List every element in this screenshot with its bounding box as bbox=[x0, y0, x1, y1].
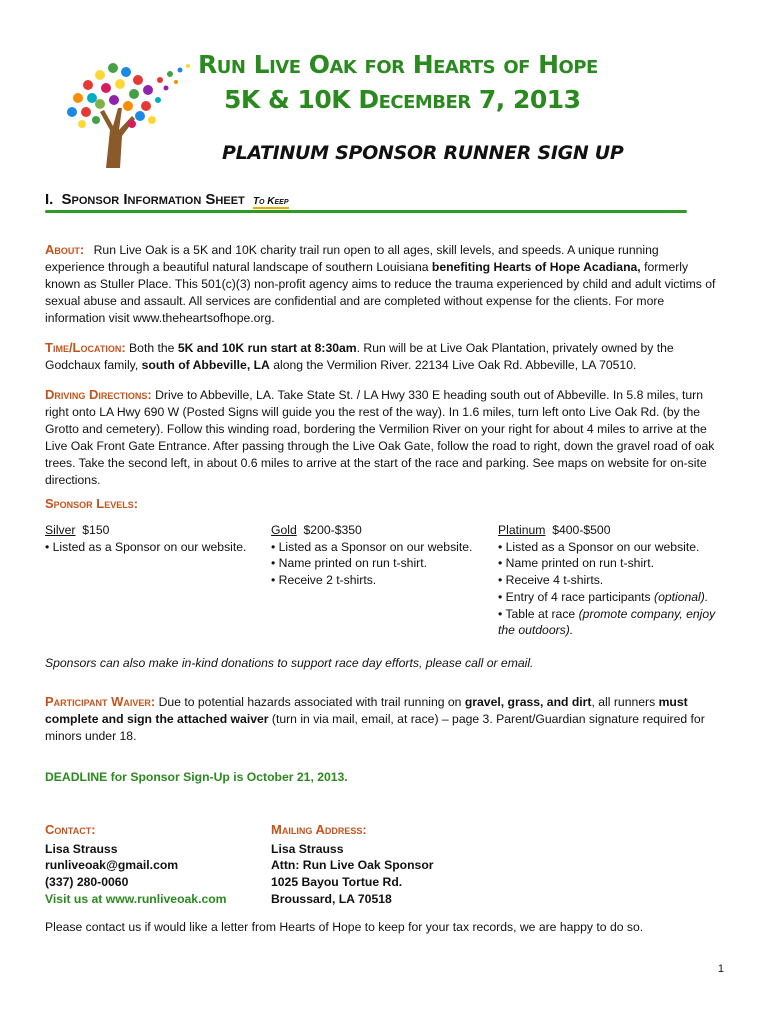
section-title: Sponsor Information Sheet bbox=[61, 191, 245, 208]
time-text-3: along the Vermilion River. 22134 Live Oak Rd. Abbeville, LA 70510. bbox=[269, 358, 637, 372]
waiver-terrain: gravel, grass, and dirt bbox=[464, 695, 592, 709]
platinum-benefit: • Name printed on run t-shirt. bbox=[498, 556, 654, 571]
start-time: 5K and 10K run start at 8:30am bbox=[177, 341, 357, 355]
gold-benefit: • Name printed on run t-shirt. bbox=[271, 556, 427, 571]
platinum-name: Platinum bbox=[498, 523, 546, 537]
hearts-tree-logo bbox=[48, 50, 198, 170]
waiver-label: Participant Waiver: bbox=[45, 694, 156, 709]
driving-text: Drive to Abbeville, LA. Take State St. / LA Hwy 330 E heading south out of Abbeville. In 5.8 miles, turn right onto LA Hwy 690 W (Posted Signs will guide you the rest of the way). In 1.6 miles, turn left onto Live Oak Rd. (by the Grotto and cemetery). Follow this winding road, bordering the Vermilion River on your right for about 4 miles to arrive at the Live Oak Front Gate Entrance. After passing through the Live Oak Gate, follow the road to right, down the gravel road of oak trees. Take the second left, in about 0.6 miles to arrive at the start of the race and parking. See maps on website for on-site directions. bbox=[45, 388, 715, 487]
platinum-benefit: • Entry of 4 race participants (optional). bbox=[498, 589, 709, 604]
time-location-paragraph bbox=[45, 339, 720, 374]
silver-price: $150 bbox=[82, 523, 110, 537]
to-keep-note: To Keep bbox=[252, 196, 289, 207]
waiver-text: Due to potential hazards associated with trail running on bbox=[155, 695, 465, 709]
contact-phone: (337) 280-0060 bbox=[45, 875, 129, 890]
mailing-address-label: Mailing Address: bbox=[271, 822, 367, 837]
waiver-requirement: must complete and sign the attached waiver bbox=[45, 695, 688, 726]
mailing-address-block bbox=[271, 822, 531, 908]
location-bold: south of Abbeville, LA bbox=[141, 358, 270, 372]
mailing-city: Broussard, LA 70518 bbox=[271, 891, 392, 906]
driving-directions-paragraph bbox=[45, 386, 720, 489]
silver-level bbox=[45, 522, 265, 555]
time-location-label: Time/Location: bbox=[45, 340, 126, 355]
in-kind-note: Sponsors can also make in-kind donations to support race day efforts, please call or email. bbox=[45, 656, 534, 670]
about-text: Run Live Oak is a 5K and 10K charity trail run open to all ages, skill levels, and speeds. A unique running experience through a beautiful natural landscape of southern Louisiana bbox=[45, 243, 659, 274]
gold-benefit: • Listed as a Sponsor on our website. bbox=[271, 539, 473, 554]
time-text: Both the bbox=[125, 341, 178, 355]
waiver-text-2: , all runners bbox=[591, 695, 659, 709]
platinum-level bbox=[498, 522, 728, 639]
platinum-benefit: • Listed as a Sponsor on our website. bbox=[498, 539, 700, 554]
contact-name: Lisa Strauss bbox=[45, 841, 118, 856]
event-title: Run Live Oak for Hearts of Hope bbox=[198, 50, 598, 79]
form-subtitle: PLATINUM SPONSOR RUNNER SIGN UP bbox=[222, 142, 624, 164]
gold-level bbox=[271, 522, 491, 589]
website-link[interactable]: Visit us at www.runliveoak.com bbox=[45, 891, 227, 906]
event-date-title: 5K & 10K December 7, 2013 bbox=[224, 85, 581, 114]
silver-name: Silver bbox=[45, 523, 76, 537]
sponsor-levels-label: Sponsor Levels: bbox=[45, 496, 139, 511]
section-rule bbox=[45, 210, 687, 213]
page-number: 1 bbox=[717, 963, 724, 975]
platinum-benefit-cont: the outdoors). bbox=[498, 623, 574, 638]
about-beneficiary: benefiting Hearts of Hope Acadiana, bbox=[431, 260, 641, 274]
section-heading bbox=[45, 191, 289, 208]
contact-email[interactable]: runliveoak@gmail.com bbox=[45, 858, 179, 873]
tax-letter-note: Please contact us if would like a letter from Hearts of Hope to keep for your tax records, we are happy to do so. bbox=[45, 920, 644, 934]
waiver-text-3: (turn in via mail, email, at race) – page 3. Parent/Guardian signature required for minors under 18. bbox=[45, 712, 705, 743]
gold-price: $200-$350 bbox=[303, 523, 362, 537]
mailing-attn: Attn: Run Live Oak Sponsor bbox=[271, 858, 434, 873]
time-text-2: . Run will be at Live Oak Plantation, privately owned by the Godchaux family, bbox=[45, 341, 674, 372]
driving-directions-label: Driving Directions: bbox=[45, 387, 152, 402]
about-label: About: bbox=[45, 242, 85, 257]
waiver-paragraph bbox=[45, 693, 720, 745]
about-text-2: formerly known as Stuller Place. This 501(c)(3) non-profit agency aims to reduce the trauma experienced by child and adult victims of sexual abuse and assault. All services are confidential and are completed without expense for the clients. For more information visit www.theheartsofhope.org. bbox=[45, 260, 716, 325]
contact-label: Contact: bbox=[45, 822, 96, 837]
platinum-benefit: • Table at race (promote company, enjoy bbox=[498, 606, 716, 621]
section-number: I. bbox=[45, 191, 54, 208]
gold-name: Gold bbox=[271, 523, 297, 537]
platinum-price: $400-$500 bbox=[552, 523, 611, 537]
about-paragraph bbox=[45, 241, 720, 327]
mailing-name: Lisa Strauss bbox=[271, 841, 344, 856]
silver-benefit: • Listed as a Sponsor on our website. bbox=[45, 539, 247, 554]
gold-benefit: • Receive 2 t-shirts. bbox=[271, 573, 377, 588]
contact-block bbox=[45, 822, 265, 908]
platinum-benefit: • Receive 4 t-shirts. bbox=[498, 573, 604, 588]
mailing-street: 1025 Bayou Tortue Rd. bbox=[271, 875, 403, 890]
tree-trunk bbox=[100, 108, 135, 168]
deadline-notice: DEADLINE for Sponsor Sign-Up is October 21, 2013. bbox=[45, 770, 348, 784]
heart-leaves bbox=[67, 63, 190, 128]
